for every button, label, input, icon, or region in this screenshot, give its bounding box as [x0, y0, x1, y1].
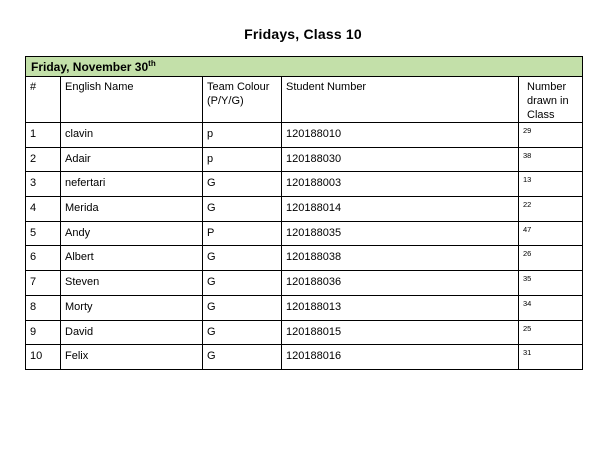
cell-number-drawn: 34 [519, 295, 583, 320]
cell-num: 9 [26, 320, 61, 345]
header-row [26, 77, 583, 123]
cell-english-name: Steven [61, 271, 203, 296]
class-roster-table [25, 56, 583, 370]
header-num: # [26, 77, 61, 123]
cell-team-colour: G [203, 271, 282, 296]
cell-num: 5 [26, 221, 61, 246]
cell-english-name: Felix [61, 345, 203, 370]
cell-english-name: David [61, 320, 203, 345]
cell-student-number: 120188036 [282, 271, 519, 296]
cell-english-name: Andy [61, 221, 203, 246]
table-row [26, 295, 583, 320]
cell-student-number: 120188030 [282, 147, 519, 172]
table-row [26, 246, 583, 271]
date-cell [26, 57, 583, 77]
cell-student-number: 120188038 [282, 246, 519, 271]
cell-num: 2 [26, 147, 61, 172]
date-label: Friday, November 30 [31, 60, 149, 74]
cell-team-colour: G [203, 320, 282, 345]
cell-student-number: 120188003 [282, 172, 519, 197]
cell-number-drawn: 26 [519, 246, 583, 271]
cell-student-number: 120188010 [282, 123, 519, 148]
cell-number-drawn: 47 [519, 221, 583, 246]
cell-team-colour: p [203, 123, 282, 148]
header-number-drawn: Number drawn in Class [519, 77, 583, 123]
cell-number-drawn: 13 [519, 172, 583, 197]
cell-num: 1 [26, 123, 61, 148]
cell-number-drawn: 29 [519, 123, 583, 148]
table-row [26, 320, 583, 345]
document-title: Fridays, Class 10 [244, 26, 362, 42]
cell-number-drawn: 35 [519, 271, 583, 296]
cell-team-colour: p [203, 147, 282, 172]
cell-team-colour: G [203, 197, 282, 222]
table-row [26, 197, 583, 222]
cell-student-number: 120188013 [282, 295, 519, 320]
date-suffix: th [148, 59, 156, 68]
table-row [26, 147, 583, 172]
cell-number-drawn: 31 [519, 345, 583, 370]
cell-num: 6 [26, 246, 61, 271]
cell-number-drawn: 38 [519, 147, 583, 172]
cell-team-colour: G [203, 295, 282, 320]
cell-num: 4 [26, 197, 61, 222]
header-english-name: English Name [61, 77, 203, 123]
table-row [26, 271, 583, 296]
cell-num: 3 [26, 172, 61, 197]
cell-num: 7 [26, 271, 61, 296]
table-row [26, 123, 583, 148]
cell-student-number: 120188016 [282, 345, 519, 370]
cell-team-colour: P [203, 221, 282, 246]
cell-student-number: 120188015 [282, 320, 519, 345]
header-student-number: Student Number [282, 77, 519, 123]
cell-english-name: clavin [61, 123, 203, 148]
cell-student-number: 120188035 [282, 221, 519, 246]
table-row [26, 172, 583, 197]
cell-number-drawn: 22 [519, 197, 583, 222]
cell-num: 10 [26, 345, 61, 370]
cell-english-name: Merida [61, 197, 203, 222]
table-row [26, 345, 583, 370]
table-row [26, 221, 583, 246]
header-team-colour: Team Colour (P/Y/G) [203, 77, 282, 123]
cell-team-colour: G [203, 172, 282, 197]
cell-num: 8 [26, 295, 61, 320]
cell-student-number: 120188014 [282, 197, 519, 222]
date-row [26, 57, 583, 77]
cell-team-colour: G [203, 246, 282, 271]
cell-english-name: Morty [61, 295, 203, 320]
cell-number-drawn: 25 [519, 320, 583, 345]
cell-english-name: Albert [61, 246, 203, 271]
cell-english-name: Adair [61, 147, 203, 172]
cell-team-colour: G [203, 345, 282, 370]
cell-english-name: nefertari [61, 172, 203, 197]
